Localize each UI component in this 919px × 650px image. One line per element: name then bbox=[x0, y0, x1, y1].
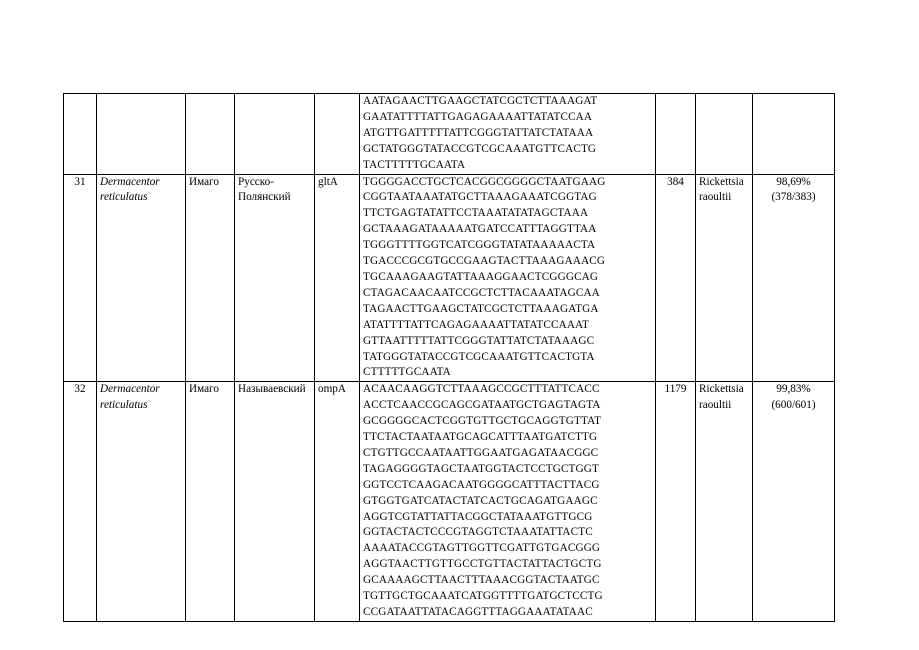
sequence-line: GCTAAAGATAAAAATGATCCATTTAGGTTAA bbox=[363, 223, 597, 236]
sequence-line: GAATATTTTATTGAGAGAAAATTATATCCAA bbox=[363, 110, 593, 123]
sequence-line: GTGGTGATCATACTATCACTGCAGATGAAGC bbox=[363, 494, 598, 507]
sequence-line: GCAAAAGCTTAACTTTAAACGGTACTAATGC bbox=[363, 574, 600, 587]
sequence-line: AAAATACCGTAGTTGGTTCGATTGTGACGGG bbox=[363, 542, 601, 555]
row-number: 32 bbox=[64, 382, 97, 622]
sequence-line: TACTTTTTGCAATA bbox=[363, 158, 466, 171]
sequence-line: TAGAGGGGTAGCTAATGGTACTCCTGCTGGT bbox=[363, 462, 599, 475]
sequence-cell bbox=[360, 174, 656, 382]
species-cell bbox=[97, 94, 186, 175]
table-row bbox=[64, 382, 835, 622]
sequence-line: GGTCCTCAAGACAATGGGGCATTTACTTACG bbox=[363, 478, 600, 491]
sequence-line: CCGATAATTATACAGGTTTAGGAAATATAAC bbox=[363, 606, 593, 618]
sequence-line: CTTTTTGCAATA bbox=[363, 366, 451, 379]
sequence-line: ACCTCAACCGCAGCGATAATGCTGAGTAGTA bbox=[363, 399, 601, 412]
sequence-line: AGGTCGTATTATTACGGCTATAAATGTTGCG bbox=[363, 510, 593, 523]
row-number bbox=[64, 94, 97, 175]
sequence-line: CGGTAATAAATATGCTTAAAGAAATCGGTAG bbox=[363, 191, 597, 204]
sequence-line: TGGGGACCTGCTCACGGCGGGGCTAATGAAG bbox=[363, 175, 606, 188]
sequence-line: TGTTGCTGCAAATCATGGTTTTGATGCTCCTG bbox=[363, 590, 603, 603]
table-row bbox=[64, 174, 835, 382]
sequence-line: CTAGACAACAATCCGCTCTTACAAATAGCAA bbox=[363, 286, 600, 299]
identity-cell bbox=[753, 94, 835, 175]
table-row bbox=[64, 94, 835, 175]
organism-cell: Rickettsia raoultii bbox=[696, 382, 753, 622]
identity-cell: 99,83% (600/601) bbox=[753, 382, 835, 622]
row-number: 31 bbox=[64, 174, 97, 382]
sequence-line: AATAGAACTTGAAGCTATCGCTCTTAAAGAT bbox=[363, 95, 598, 107]
length-cell: 384 bbox=[656, 174, 696, 382]
sequence-line: GCTATGGGTATACCGTCGCAAATGTTCACTG bbox=[363, 142, 597, 155]
location-cell: Русско-Полянский bbox=[235, 174, 315, 382]
sequence-cell bbox=[360, 382, 656, 622]
sequence-line: TGACCCGCGTGCCGAAGTACTTAAAGAAACG bbox=[363, 255, 606, 268]
sequence-line: GTTAATTTTTATTCGGGTATTATCTATAAAGC bbox=[363, 334, 595, 347]
sequence-results-table bbox=[63, 93, 835, 622]
gene-cell bbox=[315, 94, 360, 175]
location-cell: Называевский bbox=[235, 382, 315, 622]
sequence-line: TATGGGTATACCGTCGCAAATGTTCACTGTA bbox=[363, 350, 595, 363]
sequence-line: TTCTGAGTATATTCCTAAATATATAGCTAAA bbox=[363, 207, 589, 220]
length-cell bbox=[656, 94, 696, 175]
identity-cell: 98,69% (378/383) bbox=[753, 174, 835, 382]
sequence-line: TGCAAAGAAGTATTAAAGGAACTCGGGCAG bbox=[363, 270, 599, 283]
sequence-line: ACAACAAGGTCTTAAAGCCGCTTTATTCACC bbox=[363, 383, 600, 396]
stage-cell bbox=[186, 94, 235, 175]
sequence-cell bbox=[360, 94, 656, 175]
sequence-line: TAGAACTTGAAGCTATCGCTCTTAAAGATGA bbox=[363, 302, 599, 315]
sequence-line: TGGGTTTTGGTCATCGGGTATATAAAAACTA bbox=[363, 239, 596, 252]
sequence-line: GCGGGGCACTCGGTGTTGCTGCAGGTGTTAT bbox=[363, 415, 602, 428]
gene-cell: gltA bbox=[315, 174, 360, 382]
organism-cell: Rickettsia raoultii bbox=[696, 174, 753, 382]
species-cell: Dermacentor reticulatus bbox=[97, 174, 186, 382]
stage-cell: Имаго bbox=[186, 382, 235, 622]
sequence-line: ATATTTTATTCAGAGAAAATTATATCCAAAT bbox=[363, 318, 590, 331]
sequence-line: AGGTAACTTGTTGCCTGTTACTATTACTGCTG bbox=[363, 558, 602, 571]
organism-cell bbox=[696, 94, 753, 175]
species-cell: Dermacentor reticulatus bbox=[97, 382, 186, 622]
length-cell: 1179 bbox=[656, 382, 696, 622]
sequence-line: ATGTTGATTTTTATTCGGGTATTATCTATAAA bbox=[363, 126, 594, 139]
sequence-line: CTGTTGCCAATAATTGGAATGAGATAACGGC bbox=[363, 446, 599, 459]
location-cell bbox=[235, 94, 315, 175]
gene-cell: ompA bbox=[315, 382, 360, 622]
stage-cell: Имаго bbox=[186, 174, 235, 382]
sequence-line: TTCTACTAATAATGCAGCATTTAATGATCTTG bbox=[363, 431, 598, 444]
sequence-line: GGTACTACTCCCGTAGGTCTAAATATTACTC bbox=[363, 526, 593, 539]
